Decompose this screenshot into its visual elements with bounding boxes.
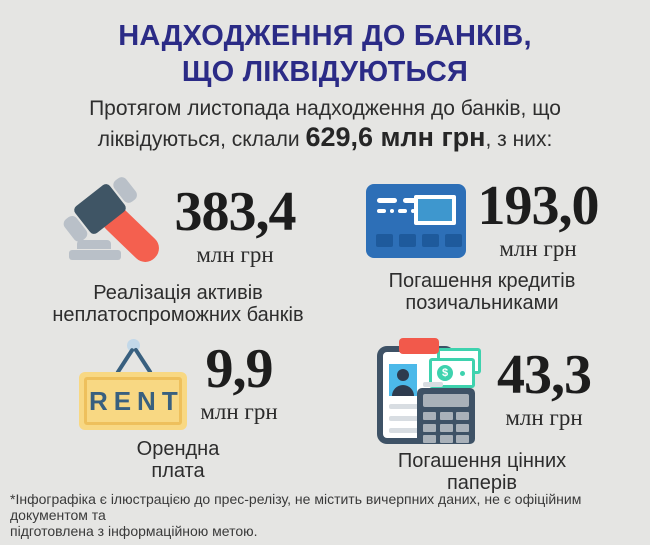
credit-card-icon xyxy=(366,184,466,258)
disclaimer xyxy=(10,491,646,539)
stat-rent xyxy=(38,338,318,494)
clipboard-clip xyxy=(399,338,439,354)
stat-label: Реалізація активів неплатоспроможних банків xyxy=(52,282,304,326)
subtitle-line2: ліквідуються, склали 629,6 млн грн, з них: xyxy=(97,122,553,152)
stat-label: Погашення кредитів позичальниками xyxy=(388,270,576,315)
stat-value: 9,9 xyxy=(205,337,273,400)
title-line2: ЩО ЛІКВІДУЮТЬСЯ xyxy=(181,56,469,88)
securities-icon xyxy=(373,338,485,442)
disclaimer-line1: *Інфографіка є ілюстрацією до прес-релізу, не містить вичерпних даних, не є офіційним документом та xyxy=(10,491,582,523)
stat-asset-sales xyxy=(38,180,318,326)
calculator-keys xyxy=(423,412,469,443)
stat-securities xyxy=(342,338,622,494)
title-line1: НАДХОДЖЕННЯ ДО БАНКІВ, xyxy=(118,20,532,52)
card-screen xyxy=(414,195,456,225)
dollar-coin: $ xyxy=(437,365,453,381)
stat-label: Орендна плата xyxy=(136,438,220,482)
stat-value: 43,3 xyxy=(497,343,591,406)
rent-board xyxy=(79,372,187,430)
subtitle xyxy=(0,94,650,154)
stat-unit: млн грн xyxy=(196,242,274,268)
calculator-screen xyxy=(423,394,469,407)
stat-label: Погашення цінних паперів xyxy=(397,450,567,494)
calculator-icon xyxy=(417,388,475,444)
stat-unit: млн грн xyxy=(499,236,577,262)
stat-value: 193,0 xyxy=(477,175,599,237)
stat-value: 383,4 xyxy=(174,180,296,243)
person-photo xyxy=(389,364,417,396)
stat-loan-repayment xyxy=(342,175,622,326)
stat-unit: млн грн xyxy=(505,405,583,431)
stat-unit: млн грн xyxy=(200,399,278,425)
page-title xyxy=(0,18,650,90)
rent-sign-text: RENT xyxy=(88,385,184,416)
total-amount: 629,6 млн грн xyxy=(305,122,486,152)
stats-grid xyxy=(38,175,622,494)
subtitle-line1: Протягом листопада надходження до банків, що xyxy=(89,97,561,120)
gavel-icon xyxy=(61,180,163,274)
rent-sign-icon xyxy=(78,338,188,430)
disclaimer-line2: підготовлена з інформаційною метою. xyxy=(10,523,258,539)
